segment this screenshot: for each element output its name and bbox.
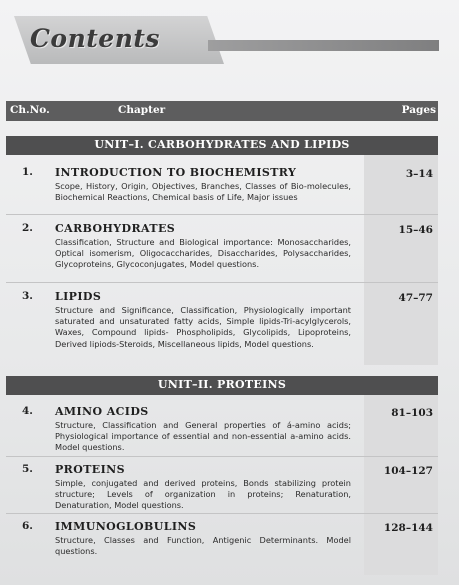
chapter-description: Structure and Significance, Classification, Physiologically important saturated and unsaturated fatty acids, Simple lipids-Tri-acylglycerols, Waxes, Compound lipids- Phospholipids, Glycolipids, Lipoproteins, Derived lipiods-Steroids, Miscellaneous lipids, Model questions. xyxy=(55,305,351,349)
chapter-pages: 104–127 xyxy=(383,465,433,477)
title-rule-bar xyxy=(208,40,439,51)
chapter-title: AMINO ACIDS xyxy=(55,405,149,418)
chapter-title: INTRODUCTION TO BIOCHEMISTRY xyxy=(55,166,297,179)
unit-heading-2: UNIT–II. PROTEINS xyxy=(6,376,438,395)
chapter-title: IMMUNOGLOBULINS xyxy=(55,520,197,533)
chapter-number: 6. xyxy=(22,520,33,532)
chapter-number: 1. xyxy=(22,166,33,178)
chapter-description: Simple, conjugated and derived proteins, Bonds stabilizing protein structure; Levels of organization in proteins; Renaturation, Denaturation, Model questions. xyxy=(55,478,351,511)
unit-heading-1: UNIT–I. CARBOHYDRATES AND LIPIDS xyxy=(6,136,438,155)
chapter-pages: 3–14 xyxy=(405,168,433,180)
pages-column-shade xyxy=(364,155,438,365)
table-header xyxy=(6,101,438,121)
chapter-description: Classification, Structure and Biological importance: Monosaccharides, Optical isomerism, Oligocaccharides, Disaccharides, Polysaccharides, Glycoproteins, Glycoconjugates, Model questions. xyxy=(55,237,351,270)
page-title: Contents xyxy=(30,24,161,53)
title-banner xyxy=(8,10,439,62)
chapter-description: Structure, Classes and Function, Antigenic Determinants. Model questions. xyxy=(55,535,351,557)
chapter-number: 2. xyxy=(22,222,33,234)
divider xyxy=(6,214,438,215)
header-pages: Pages xyxy=(401,104,436,116)
header-chapter: Chapter xyxy=(118,104,166,116)
chapter-description: Structure, Classification and General properties of á-amino acids; Physiological importance of essential and non-essential a-amino acids. Model questions. xyxy=(55,420,351,453)
chapter-pages: 47–77 xyxy=(398,292,433,304)
chapter-pages: 15–46 xyxy=(398,224,433,236)
divider xyxy=(6,513,438,514)
chapter-title: PROTEINS xyxy=(55,463,125,476)
divider xyxy=(6,456,438,457)
chapter-pages: 128–144 xyxy=(383,522,433,534)
chapter-title: CARBOHYDRATES xyxy=(55,222,176,235)
chapter-number: 5. xyxy=(22,463,33,475)
chapter-title: LIPIDS xyxy=(55,290,102,303)
chapter-pages: 81–103 xyxy=(391,407,433,419)
header-chno: Ch.No. xyxy=(10,104,50,116)
chapter-number: 4. xyxy=(22,405,33,417)
divider xyxy=(6,282,438,283)
chapter-number: 3. xyxy=(22,290,33,302)
pages-column-shade xyxy=(364,395,438,575)
chapter-description: Scope, History, Origin, Objectives, Branches, Classes of Bio-molecules, Biochemical Reactions, Chemical basis of Life, Major issues xyxy=(55,181,351,203)
